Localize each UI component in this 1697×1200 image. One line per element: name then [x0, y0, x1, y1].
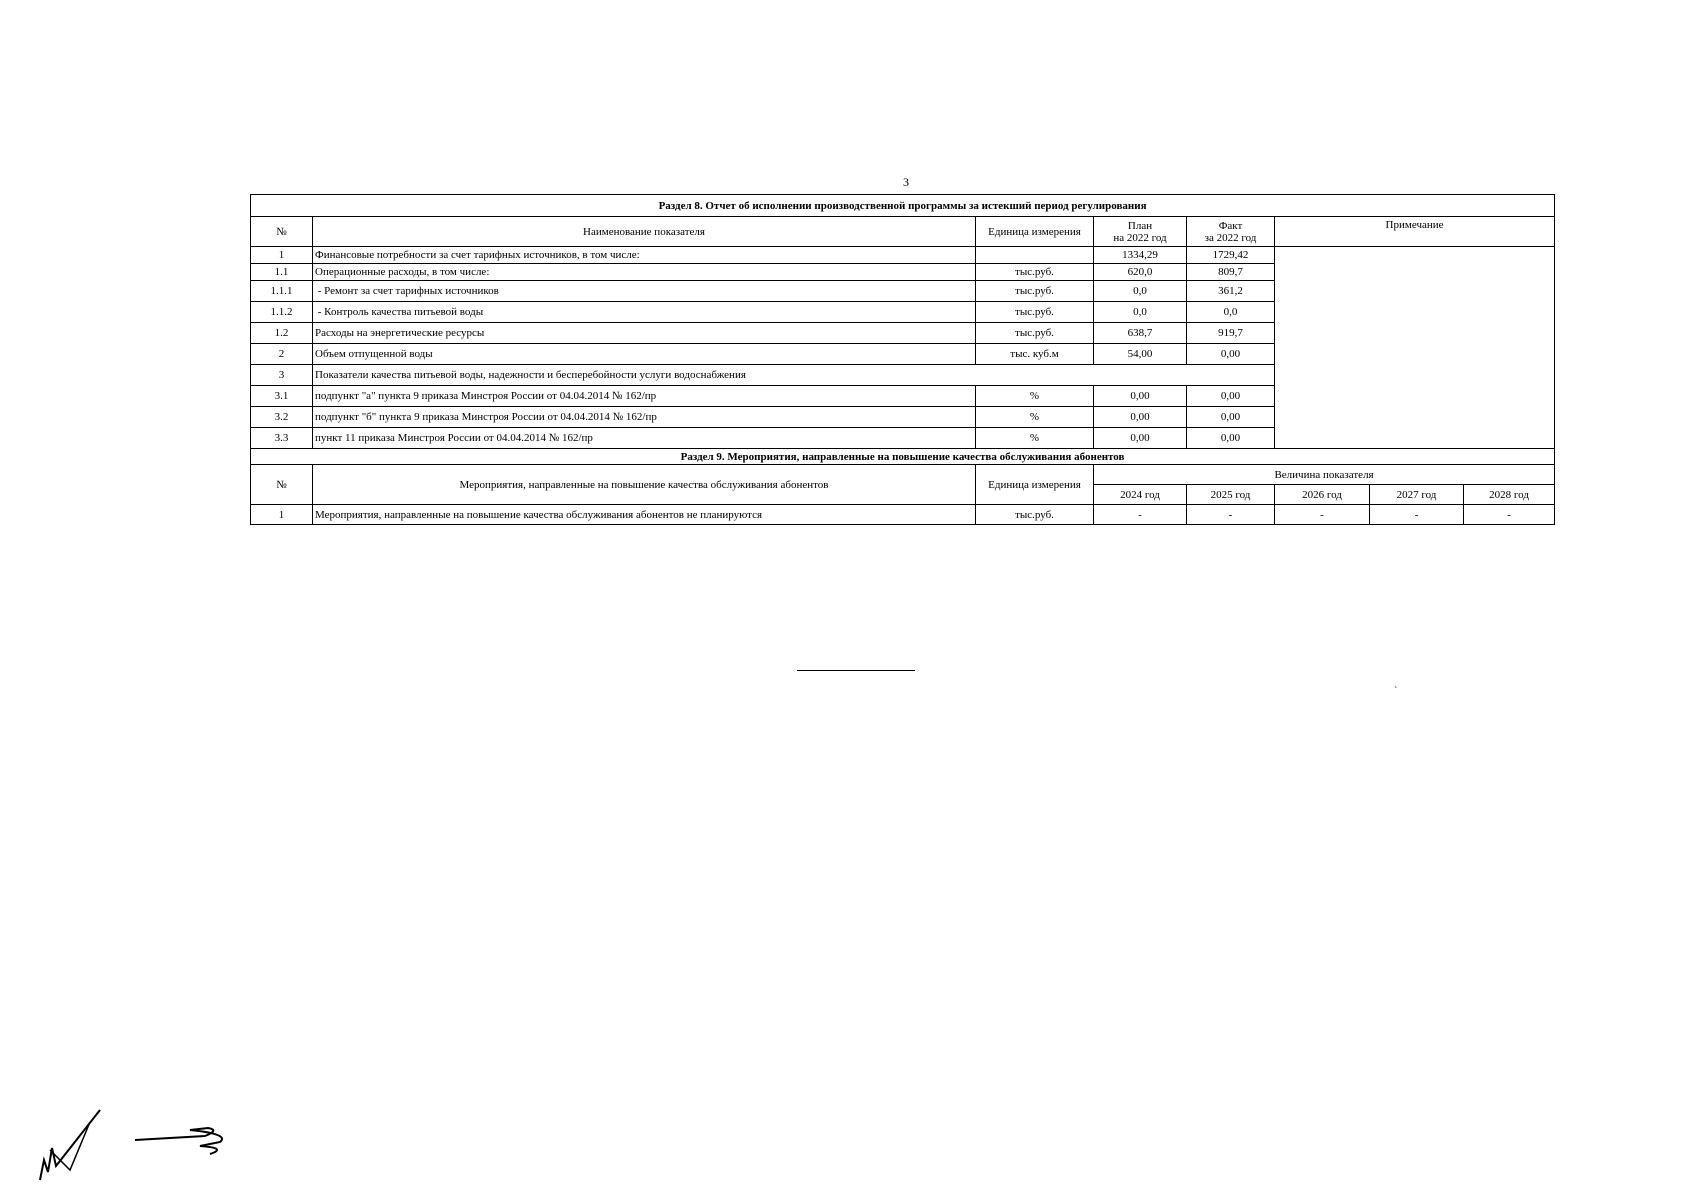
row-num: 1.1.2	[251, 302, 313, 323]
row-unit: тыс.руб.	[976, 264, 1094, 281]
section9-title: Раздел 9. Мероприятия, направленные на повышение качества обслуживания абонентов	[251, 449, 1555, 465]
header-plan	[1094, 217, 1187, 247]
row-num: 3.3	[251, 428, 313, 449]
row-num: 3.2	[251, 407, 313, 428]
row-fact: 809,7	[1187, 264, 1275, 281]
row-plan: 638,7	[1094, 323, 1187, 344]
row-unit: %	[976, 386, 1094, 407]
header-year: 2028 год	[1464, 485, 1555, 505]
row-unit: тыс.руб.	[976, 281, 1094, 302]
row-name: Объем отпущенной воды	[313, 344, 976, 365]
row-fact: 0,0	[1187, 302, 1275, 323]
header-unit: Единица измерения	[976, 465, 1094, 505]
note-cell	[1275, 247, 1555, 449]
row-name: Расходы на энергетические ресурсы	[313, 323, 976, 344]
section8-title: Раздел 8. Отчет об исполнении производственной программы за истекший период регулирования	[251, 195, 1555, 217]
row-unit: тыс.руб.	[976, 505, 1094, 525]
row-name: подпункт "а" пункта 9 приказа Минстроя России от 04.04.2014 № 162/пр	[313, 386, 976, 407]
header-num: №	[251, 217, 313, 247]
row-name: - Контроль качества питьевой воды	[313, 302, 976, 323]
row-name: Показатели качества питьевой воды, надежности и бесперебойности услуги водоснабжения	[313, 365, 1275, 386]
row-num: 1.1.1	[251, 281, 313, 302]
table-row	[251, 505, 1555, 525]
row-plan: 0,00	[1094, 407, 1187, 428]
row-value: -	[1187, 505, 1275, 525]
row-num: 3	[251, 365, 313, 386]
header-fact	[1187, 217, 1275, 247]
row-name: пункт 11 приказа Минстроя России от 04.04.2014 № 162/пр	[313, 428, 976, 449]
header-year: 2027 год	[1370, 485, 1464, 505]
header-num: №	[251, 465, 313, 505]
row-num: 1	[251, 505, 313, 525]
row-fact: 361,2	[1187, 281, 1275, 302]
header-fact-line2: за 2022 год	[1204, 231, 1257, 244]
row-num: 1.1	[251, 264, 313, 281]
row-plan: 0,0	[1094, 281, 1187, 302]
row-num: 3.1	[251, 386, 313, 407]
section8-title-row	[251, 195, 1555, 217]
row-num: 2	[251, 344, 313, 365]
row-fact: 1729,42	[1187, 247, 1275, 264]
section9-header-row	[251, 465, 1555, 485]
row-unit: тыс.руб.	[976, 323, 1094, 344]
row-plan: 0,0	[1094, 302, 1187, 323]
row-name: Мероприятия, направленные на повышение качества обслуживания абонентов не планируются	[313, 505, 976, 525]
row-unit	[976, 247, 1094, 264]
row-value: -	[1370, 505, 1464, 525]
signature-image	[30, 1100, 260, 1185]
row-value: -	[1464, 505, 1555, 525]
row-name: подпункт "б" пункта 9 приказа Минстроя России от 04.04.2014 № 162/пр	[313, 407, 976, 428]
divider-line	[797, 670, 915, 671]
row-plan: 620,0	[1094, 264, 1187, 281]
section8-header-row	[251, 217, 1555, 247]
row-plan: 1334,29	[1094, 247, 1187, 264]
header-plan-line1: План	[1127, 219, 1153, 232]
row-fact: 0,00	[1187, 428, 1275, 449]
header-year: 2025 год	[1187, 485, 1275, 505]
header-year: 2024 год	[1094, 485, 1187, 505]
header-name: Наименование показателя	[313, 217, 976, 247]
header-note: Примечание	[1275, 217, 1555, 247]
section9-title-row	[251, 449, 1555, 465]
row-num: 1	[251, 247, 313, 264]
row-value: -	[1275, 505, 1370, 525]
table-row	[251, 247, 1555, 264]
header-unit: Единица измерения	[976, 217, 1094, 247]
scan-speck: ˋ	[1394, 686, 1398, 697]
page-number: 3	[903, 175, 909, 189]
report-table	[250, 194, 1555, 525]
header-fact-line1: Факт	[1218, 219, 1243, 232]
row-name: Финансовые потребности за счет тарифных источников, в том числе:	[313, 247, 976, 264]
row-fact: 0,00	[1187, 344, 1275, 365]
row-unit: %	[976, 428, 1094, 449]
row-unit: тыс.руб.	[976, 302, 1094, 323]
row-fact: 919,7	[1187, 323, 1275, 344]
row-plan: 54,00	[1094, 344, 1187, 365]
header-value-group: Величина показателя	[1094, 465, 1555, 485]
row-num: 1.2	[251, 323, 313, 344]
header-measures: Мероприятия, направленные на повышение качества обслуживания абонентов	[313, 465, 976, 505]
row-value: -	[1094, 505, 1187, 525]
header-plan-line2: на 2022 год	[1113, 231, 1167, 244]
row-unit: %	[976, 407, 1094, 428]
row-plan: 0,00	[1094, 386, 1187, 407]
row-name: - Ремонт за счет тарифных источников	[313, 281, 976, 302]
row-plan: 0,00	[1094, 428, 1187, 449]
row-fact: 0,00	[1187, 407, 1275, 428]
row-unit: тыс. куб.м	[976, 344, 1094, 365]
header-year: 2026 год	[1275, 485, 1370, 505]
row-fact: 0,00	[1187, 386, 1275, 407]
row-name: Операционные расходы, в том числе:	[313, 264, 976, 281]
